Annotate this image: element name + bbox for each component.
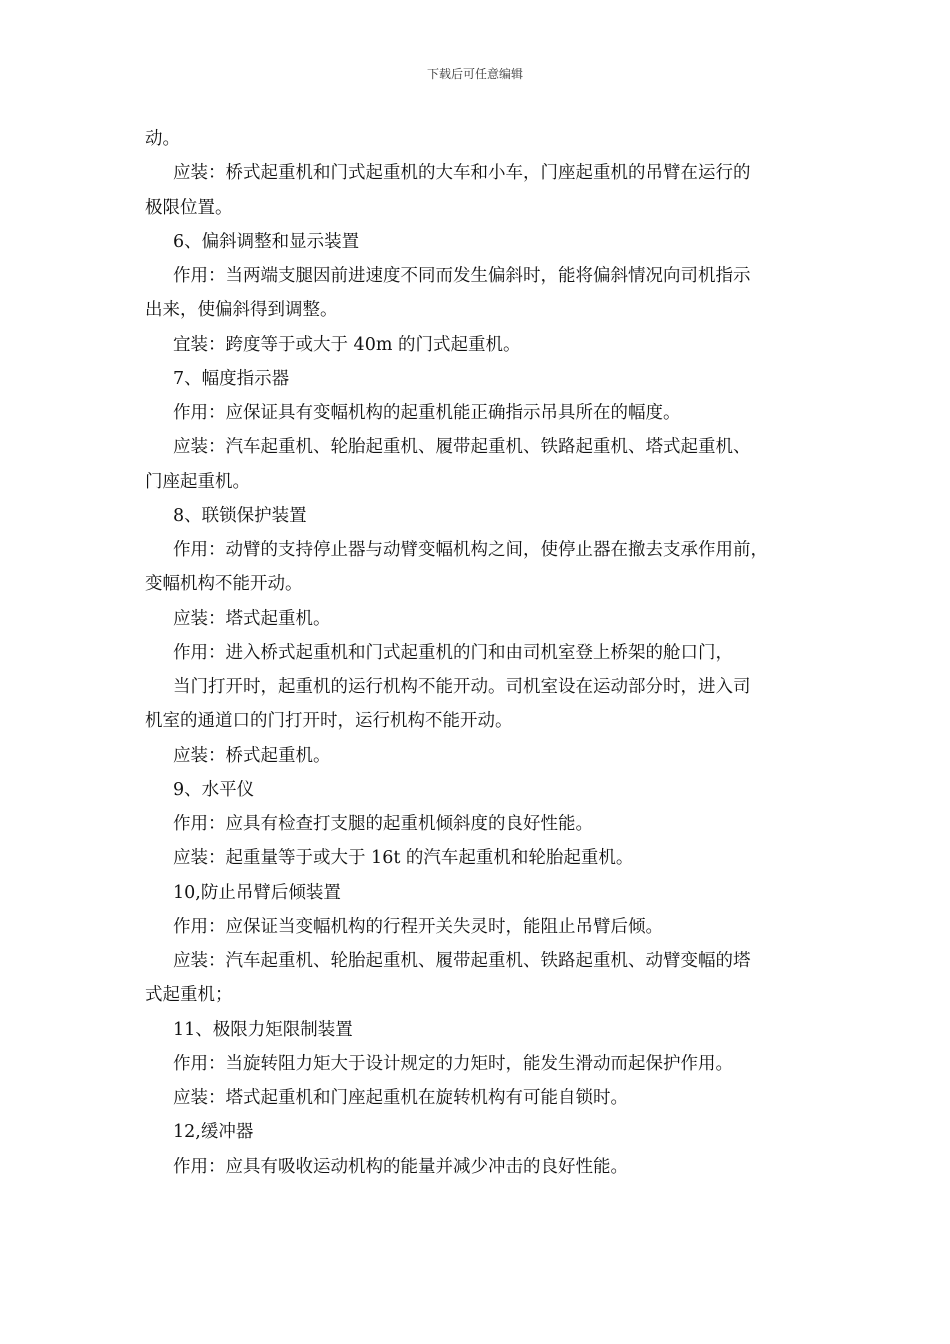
- text-line: 应装：起重量等于或大于 16t 的汽车起重机和轮胎起重机。: [173, 848, 634, 869]
- text-line: 应装：塔式起重机和门座起重机在旋转机构有可能自锁时。: [173, 1088, 628, 1108]
- text-line: 作用：应具有吸收运动机构的能量并减少冲击的良好性能。: [173, 1156, 628, 1177]
- text-line: 应装：桥式起重机和门式起重机的大车和小车，门座起重机的吊臂在运行的: [173, 163, 751, 184]
- text-line: 机室的通道口的门打开时，运行机构不能开动。: [145, 711, 513, 732]
- text-line: 应装：桥式起重机。: [173, 745, 331, 766]
- text-line: 作用：进入桥式起重机和门式起重机的门和由司机室登上桥架的舱口门，: [173, 642, 733, 663]
- text-line: 应装：塔式起重机。: [173, 608, 331, 629]
- section-heading: 11、极限力矩限制装置: [173, 1019, 353, 1040]
- text-line: 极限位置。: [145, 197, 233, 218]
- section-heading: 7、幅度指示器: [173, 368, 290, 389]
- document-body: [145, 122, 821, 1184]
- text-line: 应装：汽车起重机、轮胎起重机、履带起重机、铁路起重机、塔式起重机、: [173, 437, 751, 458]
- text-line: 当门打开时，起重机的运行机构不能开动。司机室设在运动部分时，进入司: [173, 677, 751, 697]
- section-heading: 6、偏斜调整和显示装置: [173, 231, 360, 252]
- text-line: 宜装：跨度等于或大于 40m 的门式起重机。: [173, 334, 521, 355]
- text-line: 应装：汽车起重机、轮胎起重机、履带起重机、铁路起重机、动臂变幅的塔: [173, 951, 751, 971]
- text-line: 作用：当旋转阻力矩大于设计规定的力矩时，能发生滑动而起保护作用。: [173, 1053, 733, 1074]
- text-line: 作用：应保证当变幅机构的行程开关失灵时，能阻止吊臂后倾。: [173, 916, 663, 937]
- text-line: 变幅机构不能开动。: [145, 574, 303, 595]
- text-line: 作用：动臂的支持停止器与动臂变幅机构之间，使停止器在撤去支承作用前，: [173, 540, 768, 560]
- text-line: 动。: [145, 129, 180, 149]
- text-line: 式起重机；: [145, 985, 233, 1006]
- section-heading: 9、水平仪: [173, 779, 255, 800]
- section-heading: 8、联锁保护装置: [173, 505, 307, 526]
- text-line: 作用：应具有检查打支腿的起重机倾斜度的良好性能。: [173, 814, 593, 834]
- text-line: 门座起重机。: [145, 471, 250, 492]
- page-header: 下载后可任意编辑: [426, 67, 523, 81]
- text-line: 出来，使偏斜得到调整。: [145, 300, 338, 321]
- section-heading: 12,缓冲器: [173, 1122, 254, 1143]
- section-heading: 10,防止吊臂后倾装置: [173, 882, 341, 903]
- text-line: 作用：当两端支腿因前进速度不同而发生偏斜时，能将偏斜情况向司机指示: [173, 266, 751, 286]
- text-line: 作用：应保证具有变幅机构的起重机能正确指示吊具所在的幅度。: [173, 403, 681, 423]
